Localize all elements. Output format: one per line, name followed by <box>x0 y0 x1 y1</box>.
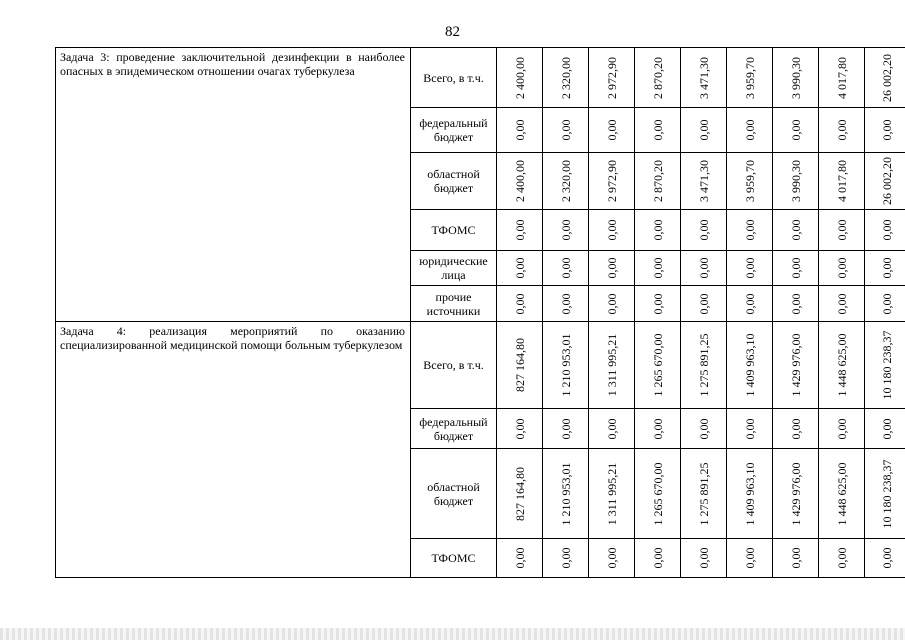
funding-source: ТФОМС <box>411 539 497 578</box>
value-cell <box>865 48 905 108</box>
value-cell <box>497 286 543 322</box>
value-text: 0,00 <box>650 547 665 569</box>
value-text: 0,00 <box>696 293 711 314</box>
value-text: 0,00 <box>788 219 803 241</box>
value-cell <box>497 48 543 108</box>
value-cell <box>865 251 905 286</box>
value-cell <box>727 210 773 251</box>
value-cell <box>635 108 681 153</box>
value-cell <box>543 48 589 108</box>
value-text: 0,00 <box>512 293 527 314</box>
value-cell <box>589 48 635 108</box>
value-text: 0,00 <box>650 257 665 279</box>
funding-source: прочие источники <box>411 286 497 322</box>
value-text: 3 990,30 <box>788 160 803 202</box>
value-text: 0,00 <box>512 547 527 569</box>
value-cell <box>865 322 905 409</box>
value-text: 0,00 <box>834 119 849 141</box>
value-text: 1 275 891,25 <box>696 333 711 397</box>
value-text: 0,00 <box>788 293 803 314</box>
value-cell <box>543 409 589 449</box>
value-cell <box>819 210 865 251</box>
value-cell <box>497 409 543 449</box>
value-cell <box>865 153 905 210</box>
value-cell <box>681 409 727 449</box>
value-cell <box>773 251 819 286</box>
value-text: 0,00 <box>696 219 711 241</box>
value-text: 1 210 953,01 <box>558 333 573 397</box>
value-cell <box>681 251 727 286</box>
funding-source: областной бюджет <box>411 153 497 210</box>
value-text: 1 265 670,00 <box>650 333 665 397</box>
value-cell <box>773 286 819 322</box>
value-cell <box>635 322 681 409</box>
value-text: 0,00 <box>834 219 849 241</box>
value-cell <box>543 210 589 251</box>
value-text: 0,00 <box>788 257 803 279</box>
value-cell <box>681 449 727 539</box>
value-cell <box>497 322 543 409</box>
value-cell <box>773 153 819 210</box>
value-text: 0,00 <box>834 293 849 314</box>
page-number: 82 <box>445 24 460 40</box>
value-text: 0,00 <box>604 418 619 439</box>
value-cell <box>589 251 635 286</box>
value-text: 0,00 <box>696 547 711 569</box>
value-cell <box>819 153 865 210</box>
value-text: 2 972,90 <box>604 160 619 202</box>
value-text: 1 210 953,01 <box>558 462 573 525</box>
value-cell <box>865 286 905 322</box>
value-text: 827 164,80 <box>512 466 527 521</box>
value-cell <box>727 153 773 210</box>
value-cell <box>497 449 543 539</box>
value-cell <box>865 409 905 449</box>
value-cell <box>819 409 865 449</box>
value-cell <box>589 153 635 210</box>
value-cell <box>543 108 589 153</box>
value-cell <box>865 108 905 153</box>
value-text: 0,00 <box>650 119 665 141</box>
value-text: 1 265 670,00 <box>650 462 665 525</box>
value-text: 2 320,00 <box>558 56 573 99</box>
value-text: 3 471,30 <box>696 160 711 202</box>
value-text: 0,00 <box>742 418 757 439</box>
value-text: 0,00 <box>650 219 665 241</box>
value-cell <box>681 48 727 108</box>
value-text: 4 017,80 <box>834 160 849 202</box>
task-title: Задача 4: реализация мероприятий по оказанию специализированной медицинской помощи больным туберкулезом <box>56 322 411 578</box>
value-cell <box>727 286 773 322</box>
table-row <box>56 48 905 108</box>
value-cell <box>819 449 865 539</box>
value-text: 0,00 <box>650 418 665 439</box>
value-cell <box>635 153 681 210</box>
value-text: 2 870,20 <box>650 160 665 202</box>
value-cell <box>819 539 865 578</box>
value-cell <box>589 539 635 578</box>
value-cell <box>773 108 819 153</box>
value-cell <box>635 409 681 449</box>
value-text: 0,00 <box>879 547 894 569</box>
value-text: 0,00 <box>558 418 573 439</box>
value-cell <box>819 286 865 322</box>
value-cell <box>497 153 543 210</box>
value-cell <box>865 449 905 539</box>
funding-source: Всего, в т.ч. <box>411 322 497 409</box>
value-text: 0,00 <box>604 119 619 141</box>
value-text: 0,00 <box>879 219 894 241</box>
funding-table <box>55 47 905 578</box>
value-text: 4 017,80 <box>834 56 849 99</box>
value-cell <box>819 322 865 409</box>
value-text: 1 448 625,00 <box>834 333 849 397</box>
value-text: 2 400,00 <box>512 56 527 99</box>
value-cell <box>589 449 635 539</box>
value-cell <box>773 322 819 409</box>
value-cell <box>497 539 543 578</box>
value-cell <box>497 251 543 286</box>
value-text: 0,00 <box>742 547 757 569</box>
value-text: 827 164,80 <box>512 338 527 392</box>
value-cell <box>635 449 681 539</box>
value-text: 0,00 <box>834 547 849 569</box>
value-cell <box>727 108 773 153</box>
funding-source: областной бюджет <box>411 449 497 539</box>
value-cell <box>773 48 819 108</box>
value-text: 1 409 963,10 <box>742 462 757 525</box>
value-cell <box>727 539 773 578</box>
value-text: 0,00 <box>834 257 849 279</box>
value-text: 3 959,70 <box>742 160 757 202</box>
value-cell <box>681 210 727 251</box>
value-text: 0,00 <box>558 293 573 314</box>
value-text: 0,00 <box>742 257 757 279</box>
value-text: 2 320,00 <box>558 160 573 202</box>
value-text: 1 429 976,00 <box>788 462 803 525</box>
value-text: 2 400,00 <box>512 160 527 202</box>
value-text: 0,00 <box>558 119 573 141</box>
value-cell <box>543 251 589 286</box>
value-cell <box>727 409 773 449</box>
value-cell <box>727 449 773 539</box>
value-cell <box>497 108 543 153</box>
value-cell <box>727 322 773 409</box>
value-cell <box>543 153 589 210</box>
value-cell <box>543 322 589 409</box>
value-cell <box>589 108 635 153</box>
scan-edge <box>0 628 905 640</box>
value-text: 0,00 <box>742 219 757 241</box>
value-text: 0,00 <box>604 293 619 314</box>
value-text: 1 311 995,21 <box>604 333 619 397</box>
value-text: 0,00 <box>512 418 527 439</box>
value-text: 0,00 <box>788 119 803 141</box>
value-text: 0,00 <box>742 119 757 141</box>
value-cell <box>727 251 773 286</box>
value-cell <box>543 539 589 578</box>
value-cell <box>773 409 819 449</box>
value-text: 26 002,20 <box>879 53 894 102</box>
value-cell <box>543 449 589 539</box>
value-cell <box>681 539 727 578</box>
value-cell <box>635 251 681 286</box>
value-cell <box>819 48 865 108</box>
value-text: 0,00 <box>879 418 894 439</box>
value-text: 0,00 <box>879 119 894 141</box>
funding-source: федеральный бюджет <box>411 108 497 153</box>
value-text: 26 002,20 <box>879 157 894 205</box>
value-text: 1 311 995,21 <box>604 462 619 525</box>
value-text: 0,00 <box>604 257 619 279</box>
value-cell <box>589 409 635 449</box>
value-cell <box>773 449 819 539</box>
value-text: 0,00 <box>604 219 619 241</box>
value-cell <box>589 210 635 251</box>
value-text: 0,00 <box>788 547 803 569</box>
value-text: 0,00 <box>558 219 573 241</box>
value-cell <box>635 286 681 322</box>
value-text: 10 180 238,37 <box>879 459 894 528</box>
value-cell <box>635 539 681 578</box>
value-cell <box>819 108 865 153</box>
value-text: 0,00 <box>512 219 527 241</box>
table-row <box>56 322 905 409</box>
value-text: 0,00 <box>788 418 803 439</box>
value-text: 3 471,30 <box>696 56 711 99</box>
value-text: 2 972,90 <box>604 56 619 99</box>
value-text: 3 990,30 <box>788 56 803 99</box>
value-cell <box>773 210 819 251</box>
value-text: 0,00 <box>512 119 527 141</box>
value-cell <box>865 210 905 251</box>
value-text: 0,00 <box>650 293 665 314</box>
value-cell <box>589 322 635 409</box>
value-cell <box>865 539 905 578</box>
value-text: 0,00 <box>512 257 527 279</box>
value-cell <box>543 286 589 322</box>
value-text: 0,00 <box>834 418 849 439</box>
value-text: 1 275 891,25 <box>696 462 711 525</box>
value-cell <box>497 210 543 251</box>
value-text: 2 870,20 <box>650 56 665 99</box>
value-text: 0,00 <box>742 293 757 314</box>
value-cell <box>589 286 635 322</box>
value-text: 0,00 <box>879 293 894 314</box>
value-cell <box>681 286 727 322</box>
funding-source: ТФОМС <box>411 210 497 251</box>
value-cell <box>681 322 727 409</box>
value-cell <box>681 108 727 153</box>
value-text: 0,00 <box>604 547 619 569</box>
value-text: 0,00 <box>879 257 894 279</box>
funding-source: федеральный бюджет <box>411 409 497 449</box>
value-text: 1 429 976,00 <box>788 333 803 397</box>
value-text: 0,00 <box>558 547 573 569</box>
value-text: 1 448 625,00 <box>834 462 849 525</box>
value-cell <box>819 251 865 286</box>
funding-source: юридические лица <box>411 251 497 286</box>
value-cell <box>727 48 773 108</box>
value-cell <box>681 153 727 210</box>
value-text: 1 409 963,10 <box>742 333 757 397</box>
value-text: 3 959,70 <box>742 56 757 99</box>
value-text: 0,00 <box>696 257 711 279</box>
value-text: 10 180 238,37 <box>879 330 894 400</box>
value-text: 0,00 <box>558 257 573 279</box>
value-cell <box>635 48 681 108</box>
funding-source: Всего, в т.ч. <box>411 48 497 108</box>
task-title: Задача 3: проведение заключительной дезинфекции в наиболее опасных в эпидемическом отношении очагах туберкулеза <box>56 48 411 322</box>
value-cell <box>635 210 681 251</box>
value-text: 0,00 <box>696 119 711 141</box>
value-text: 0,00 <box>696 418 711 439</box>
value-cell <box>773 539 819 578</box>
